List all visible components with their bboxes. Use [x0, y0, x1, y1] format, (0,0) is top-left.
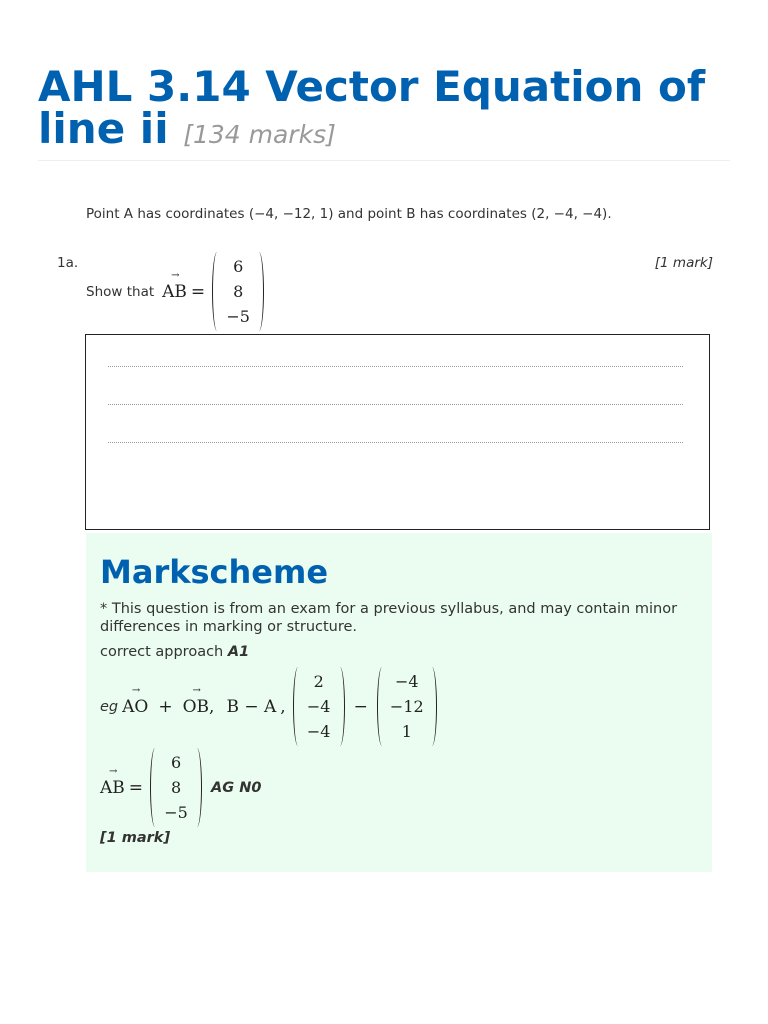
- answer-box[interactable]: [85, 334, 710, 530]
- markscheme-example: [100, 667, 440, 746]
- separator: ,: [209, 696, 215, 717]
- vector-entry: −5: [164, 803, 188, 822]
- prompt-text: Show that: [86, 283, 155, 300]
- right-paren: [192, 748, 202, 827]
- left-paren: [212, 252, 222, 331]
- vector-ob-name: OB: [182, 696, 210, 717]
- approach-text: correct approach: [100, 644, 224, 660]
- question-intro: Point A has coordinates (−4, −12, 1) and point B has coordinates (2, −4, −4).: [86, 206, 612, 222]
- answer-line[interactable]: [108, 404, 683, 405]
- right-paren: [335, 667, 345, 746]
- vector-entry: 8: [233, 282, 244, 301]
- right-paren: [427, 667, 437, 746]
- vector-entry: 8: [170, 778, 182, 797]
- markscheme-result: [100, 748, 261, 827]
- markscheme-approach: [100, 644, 249, 660]
- vector-ao-label: → AO: [122, 684, 149, 717]
- question-marks: [1 mark]: [654, 255, 713, 271]
- vector-entry: −4: [395, 672, 419, 691]
- column-vector-ab: [212, 252, 264, 331]
- vector-entry: −12: [389, 697, 424, 716]
- b-minus-a: B − A: [226, 696, 277, 717]
- column-vector-b: [293, 667, 345, 746]
- separator: ,: [280, 696, 286, 717]
- markscheme-heading: Markscheme: [100, 553, 329, 591]
- plus-sign: +: [158, 696, 173, 717]
- left-paren: [150, 748, 160, 827]
- vector-entry: 1: [401, 722, 412, 741]
- vector-entry: 6: [170, 753, 182, 772]
- column-vector-result: [150, 748, 202, 827]
- vector-ab-label: → AB: [100, 765, 125, 798]
- equals-sign: =: [190, 281, 206, 302]
- answer-line[interactable]: [108, 442, 683, 443]
- vector-entry: −5: [226, 307, 250, 326]
- vector-entry: 2: [313, 672, 324, 691]
- vector-ab-name: AB: [162, 281, 187, 302]
- vector-entry: 6: [233, 257, 244, 276]
- vector-entry: −4: [306, 697, 331, 716]
- equals-sign: =: [128, 777, 144, 798]
- vector-ab-label: → AB: [162, 269, 187, 302]
- total-marks: [134 marks]: [183, 120, 336, 149]
- right-paren: [254, 252, 264, 331]
- vector-ob-label: → OB: [182, 684, 210, 717]
- page-title-text: AHL 3.14 Vector Equation of line ii: [38, 62, 706, 153]
- left-paren: [293, 667, 303, 746]
- question-number: 1a.: [57, 255, 79, 271]
- question-prompt: [86, 252, 267, 331]
- markscheme-note: * This question is from an exam for a previous syllabus, and may contain minor differences in marking or structure.: [100, 601, 678, 635]
- vector-ab-name: AB: [100, 777, 125, 798]
- markscheme-marks: [1 mark]: [100, 830, 171, 846]
- column-vector-a: [377, 667, 437, 746]
- title-divider: [38, 160, 730, 161]
- mark-code-ag-n0: AG N0: [211, 779, 262, 796]
- page-title: [38, 62, 738, 156]
- vector-ao-name: AO: [122, 696, 149, 717]
- mark-code-a1: A1: [227, 644, 250, 660]
- markscheme-panel: [86, 533, 712, 872]
- minus-sign: −: [353, 696, 368, 717]
- vector-entry: −4: [306, 722, 331, 741]
- answer-line[interactable]: [108, 366, 683, 367]
- eg-label: eg: [100, 698, 119, 715]
- left-paren: [377, 667, 387, 746]
